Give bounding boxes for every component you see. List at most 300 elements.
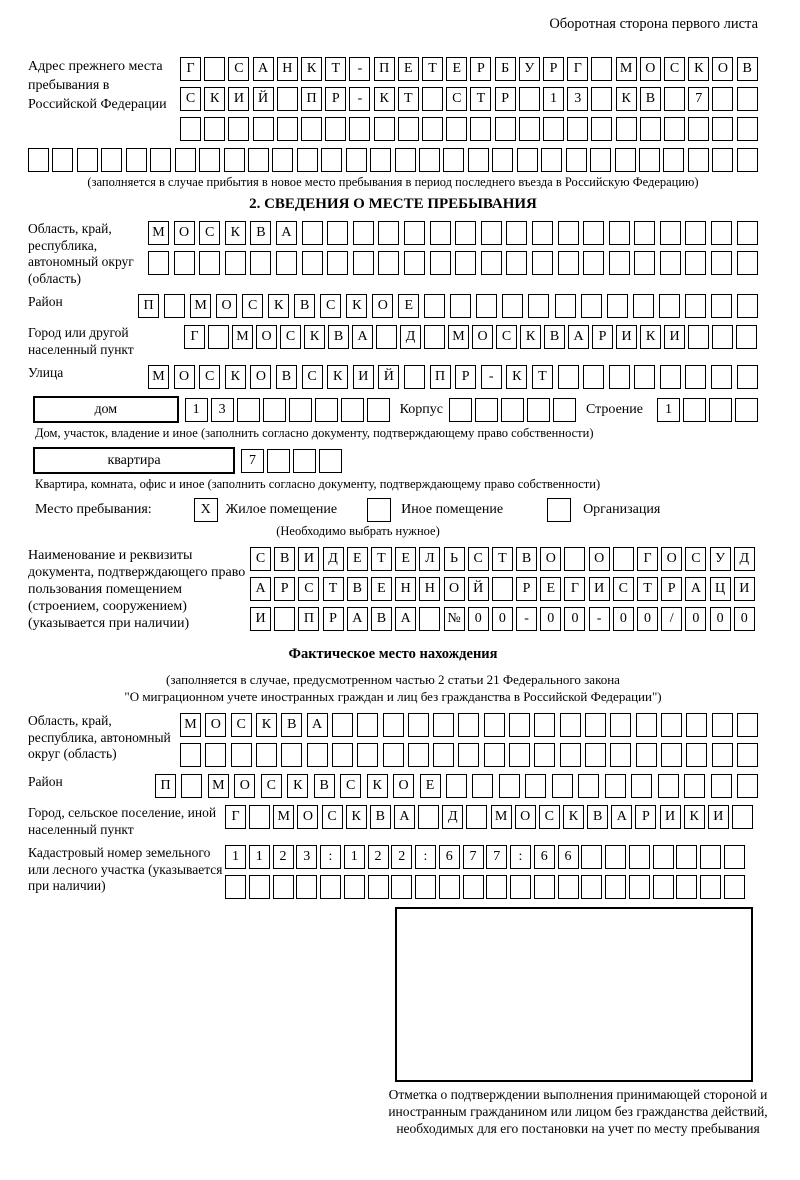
char-cell: Т — [470, 87, 491, 111]
char-cell: 1 — [543, 87, 564, 111]
char-cell: И — [734, 577, 755, 601]
actual-district-label: Район — [28, 774, 63, 789]
char-cell — [553, 398, 576, 422]
char-cell: К — [640, 325, 661, 349]
prev-address-caption: (заполняется в случае прибытия в новое место пребывания в период последнего въезда в Российскую Федерацию) — [87, 175, 699, 189]
char-cell: О — [661, 547, 682, 571]
char-cell: М — [616, 57, 637, 81]
char-cell: Р — [323, 607, 344, 631]
char-cell: Г — [637, 547, 658, 571]
char-cell: В — [314, 774, 335, 798]
char-cell — [250, 251, 271, 275]
char-cell — [231, 743, 252, 767]
char-cell — [368, 875, 389, 899]
char-cell — [724, 845, 745, 869]
char-cell: Т — [398, 87, 419, 111]
char-cell — [484, 743, 505, 767]
city-label: Город или другой населенный пункт — [28, 325, 134, 357]
char-cell — [293, 449, 316, 473]
char-cell — [661, 713, 682, 737]
char-cell — [237, 398, 260, 422]
char-cell: 6 — [558, 845, 579, 869]
char-cell: 3 — [567, 87, 588, 111]
char-cell — [325, 117, 346, 141]
char-cell — [661, 743, 682, 767]
char-cell — [422, 87, 443, 111]
char-cell: О — [216, 294, 237, 318]
city-cells — [184, 325, 757, 349]
char-cell — [676, 875, 697, 899]
char-cell — [543, 117, 564, 141]
char-cell — [276, 251, 297, 275]
actual-city-cells — [225, 805, 753, 829]
char-cell: - — [481, 365, 502, 389]
char-cell: В — [274, 547, 295, 571]
char-cell — [449, 398, 472, 422]
char-cell: С — [250, 547, 271, 571]
char-cell — [332, 743, 353, 767]
char-cell: В — [370, 805, 391, 829]
apartment-row — [33, 447, 758, 474]
house-row — [33, 396, 758, 423]
char-cell: Д — [734, 547, 755, 571]
char-cell — [164, 294, 185, 318]
char-cell: Т — [325, 57, 346, 81]
char-cell: В — [640, 87, 661, 111]
char-cell: 7 — [688, 87, 709, 111]
char-cell: О — [372, 294, 393, 318]
char-cell — [199, 148, 220, 172]
char-cell — [346, 148, 367, 172]
char-cell — [737, 148, 758, 172]
char-cell — [228, 117, 249, 141]
char-cell — [615, 148, 636, 172]
char-cell — [581, 845, 602, 869]
char-cell: С — [468, 547, 489, 571]
checkbox-other-premises — [367, 498, 391, 522]
char-cell: Т — [637, 577, 658, 601]
char-cell: М — [148, 221, 169, 245]
char-cell — [653, 845, 674, 869]
char-cell — [685, 221, 706, 245]
char-cell — [472, 774, 493, 798]
char-cell: 0 — [710, 607, 731, 631]
prev-address-rows — [180, 57, 758, 141]
char-cell: : — [510, 845, 531, 869]
street-label: Улица — [28, 365, 64, 380]
cadastral-rows — [225, 845, 745, 899]
char-cell: С — [446, 87, 467, 111]
document-block — [28, 547, 758, 632]
char-cell: К — [346, 805, 367, 829]
char-cell — [344, 875, 365, 899]
char-cell — [481, 221, 502, 245]
char-cell — [253, 117, 274, 141]
char-cell: А — [276, 221, 297, 245]
char-cell: Ь — [444, 547, 465, 571]
char-cell: В — [347, 577, 368, 601]
char-cell: А — [611, 805, 632, 829]
char-cell: О — [250, 365, 271, 389]
char-cell — [376, 325, 397, 349]
char-cell: М — [180, 713, 201, 737]
char-cell — [101, 148, 122, 172]
char-cell — [353, 221, 374, 245]
char-cell: О — [393, 774, 414, 798]
char-cell — [688, 148, 709, 172]
char-cell: М — [273, 805, 294, 829]
char-cell — [277, 117, 298, 141]
char-cell — [315, 398, 338, 422]
actual-region-row-1 — [180, 713, 758, 737]
char-cell: И — [250, 607, 271, 631]
char-cell: В — [516, 547, 537, 571]
district-label: Район — [28, 294, 63, 309]
char-cell — [263, 398, 286, 422]
char-cell — [126, 148, 147, 172]
char-cell — [640, 117, 661, 141]
char-cell — [616, 117, 637, 141]
char-cell: 1 — [225, 845, 246, 869]
char-cell — [676, 845, 697, 869]
char-cell — [391, 875, 412, 899]
char-cell — [370, 148, 391, 172]
char-cell — [249, 805, 270, 829]
char-cell — [502, 294, 523, 318]
char-cell: М — [190, 294, 211, 318]
char-cell — [688, 325, 709, 349]
actual-location-caption-1: (заполняется в случае, предусмотренном частью 2 статьи 21 Федерального закона — [166, 672, 620, 687]
char-cell — [301, 117, 322, 141]
char-cell — [639, 148, 660, 172]
char-cell — [181, 774, 202, 798]
char-cell — [424, 325, 445, 349]
char-cell — [527, 398, 550, 422]
char-cell: С — [302, 365, 323, 389]
char-cell: С — [261, 774, 282, 798]
house-label-box: дом — [33, 396, 179, 423]
char-cell: В — [276, 365, 297, 389]
char-cell: О — [589, 547, 610, 571]
char-cell — [28, 148, 49, 172]
char-cell — [224, 148, 245, 172]
char-cell — [458, 713, 479, 737]
char-cell: Р — [592, 325, 613, 349]
char-cell — [439, 875, 460, 899]
char-cell: Н — [419, 577, 440, 601]
actual-region-rows — [180, 713, 758, 767]
region-label: Область, край, республика, автономный округ (область) — [28, 221, 134, 286]
char-cell: К — [506, 365, 527, 389]
char-cell: И — [353, 365, 374, 389]
char-cell — [419, 148, 440, 172]
region-block — [28, 221, 758, 287]
char-cell: К — [616, 87, 637, 111]
char-cell — [395, 148, 416, 172]
char-cell — [148, 251, 169, 275]
char-cell — [267, 449, 290, 473]
char-cell — [174, 251, 195, 275]
char-cell — [659, 294, 680, 318]
char-cell — [378, 251, 399, 275]
actual-city-label: Город, сельское поселение, иной населенный пункт — [28, 805, 217, 837]
char-cell: Т — [492, 547, 513, 571]
char-cell: О — [234, 774, 255, 798]
document-label: Наименование и реквизиты документа, подтверждающего право пользования помещением (строением, сооружением) (указывается при наличии) — [28, 548, 246, 631]
char-cell: - — [349, 87, 370, 111]
char-cell: К — [268, 294, 289, 318]
char-cell — [495, 117, 516, 141]
char-cell — [607, 294, 628, 318]
char-cell: С — [231, 713, 252, 737]
char-cell — [419, 607, 440, 631]
checkbox-organization — [547, 498, 571, 522]
organization-label: Организация — [583, 502, 661, 517]
char-cell: С — [322, 805, 343, 829]
char-cell: 3 — [211, 398, 234, 422]
char-cell — [481, 251, 502, 275]
char-cell — [357, 743, 378, 767]
prev-address-row-2 — [180, 87, 758, 111]
place-type-label: Место пребывания: — [35, 502, 152, 517]
char-cell: Д — [400, 325, 421, 349]
char-cell: Й — [378, 365, 399, 389]
char-cell — [737, 743, 758, 767]
char-cell — [321, 148, 342, 172]
char-cell — [475, 398, 498, 422]
char-cell: Г — [225, 805, 246, 829]
char-cell — [634, 365, 655, 389]
char-cell — [711, 774, 732, 798]
char-cell: Е — [347, 547, 368, 571]
char-cell — [77, 148, 98, 172]
street-block — [28, 365, 758, 389]
char-cell: А — [394, 805, 415, 829]
char-cell — [660, 251, 681, 275]
char-cell: В — [371, 607, 392, 631]
actual-region-block — [28, 713, 758, 767]
char-cell — [281, 743, 302, 767]
char-cell — [685, 365, 706, 389]
char-cell — [591, 117, 612, 141]
char-cell — [180, 743, 201, 767]
char-cell — [737, 365, 758, 389]
actual-district-block — [28, 774, 758, 798]
char-cell — [289, 398, 312, 422]
char-cell: О — [256, 325, 277, 349]
char-cell — [150, 148, 171, 172]
char-cell: Р — [635, 805, 656, 829]
char-cell: В — [294, 294, 315, 318]
char-cell — [684, 774, 705, 798]
char-cell: С — [539, 805, 560, 829]
char-cell — [683, 398, 706, 422]
char-cell: Т — [422, 57, 443, 81]
char-cell — [629, 875, 650, 899]
char-cell: К — [374, 87, 395, 111]
char-cell: Р — [516, 577, 537, 601]
char-cell — [558, 875, 579, 899]
char-cell — [732, 805, 753, 829]
char-cell: И — [589, 577, 610, 601]
char-cell: Н — [277, 57, 298, 81]
char-cell: К — [520, 325, 541, 349]
char-cell: 3 — [296, 845, 317, 869]
char-cell: С — [496, 325, 517, 349]
char-cell: 2 — [368, 845, 389, 869]
header-note: Оборотная сторона первого листа — [549, 16, 758, 32]
char-cell — [225, 875, 246, 899]
region-row-2 — [148, 251, 758, 275]
char-cell — [567, 117, 588, 141]
char-cell: А — [307, 713, 328, 737]
char-cell — [711, 294, 732, 318]
char-cell: Е — [398, 294, 419, 318]
char-cell: И — [660, 805, 681, 829]
char-cell — [463, 875, 484, 899]
char-cell — [712, 743, 733, 767]
char-cell — [566, 148, 587, 172]
char-cell: Й — [468, 577, 489, 601]
char-cell: С — [180, 87, 201, 111]
stamp-caption: Отметка о подтверждении выполнения принимающей стороной и иностранным гражданином или лицом без гражданства действий, необходимых для его постановки на учет по месту пребывания — [388, 1087, 768, 1136]
char-cell — [605, 875, 626, 899]
document-row-2 — [250, 577, 755, 601]
char-cell — [610, 743, 631, 767]
char-cell — [273, 875, 294, 899]
char-cell — [724, 875, 745, 899]
apartment-label-box: квартира — [33, 447, 235, 474]
char-cell — [609, 251, 630, 275]
prev-address-row-4 — [28, 148, 758, 172]
char-cell — [327, 221, 348, 245]
char-cell: О — [472, 325, 493, 349]
char-cell: И — [664, 325, 685, 349]
checkbox-residential: X — [194, 498, 218, 522]
char-cell — [455, 251, 476, 275]
char-cell: О — [540, 547, 561, 571]
char-cell — [468, 148, 489, 172]
cadastral-label: Кадастровый номер земельного или лесного участка (указывается при наличии) — [28, 845, 223, 893]
char-cell: У — [710, 547, 731, 571]
char-cell — [711, 365, 732, 389]
char-cell — [357, 713, 378, 737]
char-cell — [248, 148, 269, 172]
char-cell — [631, 774, 652, 798]
char-cell: 0 — [613, 607, 634, 631]
char-cell — [374, 117, 395, 141]
char-cell — [297, 148, 318, 172]
char-cell — [610, 713, 631, 737]
char-cell — [711, 251, 732, 275]
char-cell — [408, 713, 429, 737]
char-cell — [532, 251, 553, 275]
char-cell: 1 — [249, 845, 270, 869]
char-cell — [737, 87, 758, 111]
char-cell: 0 — [564, 607, 585, 631]
char-cell: М — [148, 365, 169, 389]
char-cell: В — [328, 325, 349, 349]
char-cell — [446, 117, 467, 141]
char-cell: С — [199, 365, 220, 389]
korpus-cells — [449, 398, 576, 422]
char-cell: С — [664, 57, 685, 81]
actual-region-row-2 — [180, 743, 758, 767]
char-cell — [327, 251, 348, 275]
char-cell — [446, 774, 467, 798]
residential-label: Жилое помещение — [225, 502, 338, 517]
char-cell: С — [280, 325, 301, 349]
char-cell — [450, 294, 471, 318]
char-cell — [605, 845, 626, 869]
char-cell: К — [287, 774, 308, 798]
char-cell — [534, 713, 555, 737]
char-cell: К — [346, 294, 367, 318]
char-cell: П — [155, 774, 176, 798]
char-cell: С — [228, 57, 249, 81]
char-cell: Б — [495, 57, 516, 81]
actual-district-cells — [155, 774, 758, 798]
cadastral-row-1 — [225, 845, 745, 869]
char-cell: П — [430, 365, 451, 389]
char-cell: П — [374, 57, 395, 81]
char-cell: Н — [395, 577, 416, 601]
stroenie-cells — [657, 398, 758, 422]
char-cell — [205, 743, 226, 767]
char-cell — [700, 875, 721, 899]
apartment-caption: Квартира, комната, офис и иное (заполнить согласно документу, подтверждающему право собственности) — [35, 477, 601, 491]
document-rows — [250, 547, 755, 631]
char-cell — [320, 875, 341, 899]
char-cell: С — [242, 294, 263, 318]
char-cell — [353, 251, 374, 275]
actual-city-block — [28, 805, 758, 838]
char-cell — [552, 774, 573, 798]
char-cell: А — [395, 607, 416, 631]
char-cell: Й — [253, 87, 274, 111]
region-row-1 — [148, 221, 758, 245]
char-cell — [737, 294, 758, 318]
char-cell — [274, 607, 295, 631]
char-cell — [455, 221, 476, 245]
char-cell: А — [250, 577, 271, 601]
char-cell: : — [320, 845, 341, 869]
document-row-1 — [250, 547, 755, 571]
char-cell — [605, 774, 626, 798]
char-cell — [499, 774, 520, 798]
char-cell — [558, 365, 579, 389]
char-cell: 0 — [734, 607, 755, 631]
char-cell: С — [685, 547, 706, 571]
char-cell: № — [444, 607, 465, 631]
char-cell — [175, 148, 196, 172]
char-cell: Е — [395, 547, 416, 571]
char-cell: П — [301, 87, 322, 111]
char-cell — [466, 805, 487, 829]
char-cell — [541, 148, 562, 172]
char-cell: 6 — [534, 845, 555, 869]
char-cell — [519, 87, 540, 111]
char-cell — [558, 221, 579, 245]
char-cell — [583, 365, 604, 389]
char-cell — [564, 547, 585, 571]
char-cell — [367, 398, 390, 422]
char-cell: Р — [325, 87, 346, 111]
char-cell: 0 — [468, 607, 489, 631]
char-cell — [418, 805, 439, 829]
char-cell: И — [228, 87, 249, 111]
char-cell — [663, 148, 684, 172]
